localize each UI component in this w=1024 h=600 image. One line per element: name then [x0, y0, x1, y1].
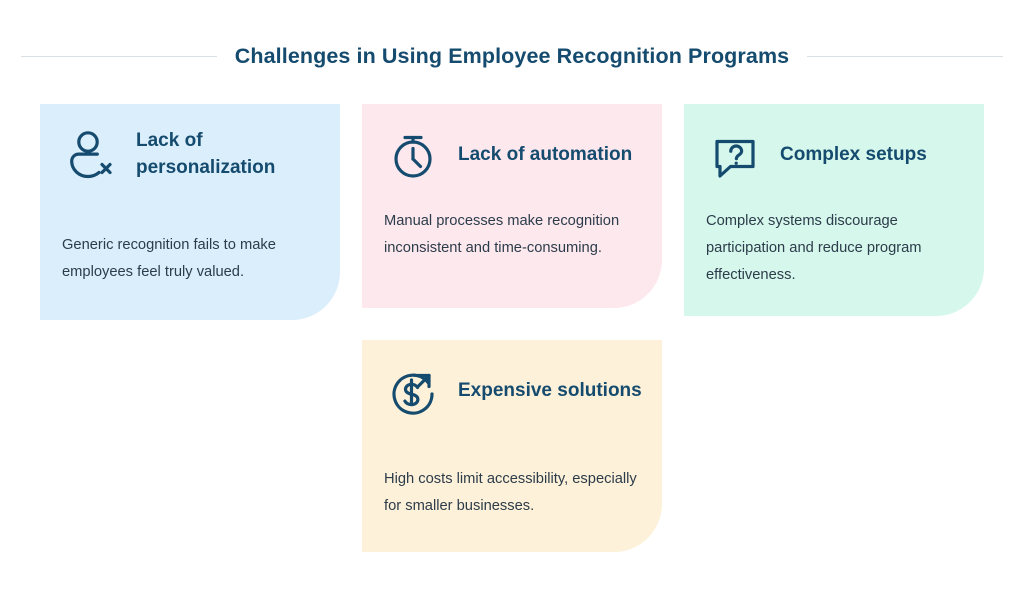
card-title: Lack of automation	[458, 143, 633, 165]
card-header	[362, 104, 662, 184]
challenge-card-expensive-solutions[interactable]	[362, 340, 662, 552]
challenge-card-complex-setups[interactable]	[684, 104, 984, 316]
card-header	[684, 104, 984, 184]
question-chat-icon	[706, 126, 764, 184]
card-header	[40, 104, 340, 184]
card-body: Manual processes make recognition inconsistent and time-consuming.	[384, 213, 620, 257]
card-body: Complex systems discourage participation and reduce program effectiveness.	[706, 213, 922, 284]
card-body: High costs limit accessibility, especially for smaller businesses.	[384, 471, 637, 515]
card-title: Expensive solutions	[458, 379, 642, 401]
card-title: Lack of personalization	[136, 130, 276, 178]
card-header	[362, 340, 662, 420]
page-title: Challenges in Using Employee Recognition Programs	[234, 44, 790, 68]
stopwatch-icon	[384, 126, 442, 184]
card-body: Generic recognition fails to make employees feel truly valued.	[62, 237, 276, 281]
challenge-card-automation[interactable]	[362, 104, 662, 308]
user-remove-icon	[62, 126, 120, 184]
title-rule-left	[21, 56, 217, 57]
card-title: Complex setups	[780, 143, 927, 165]
challenge-card-personalization[interactable]	[40, 104, 340, 320]
page-title-row	[0, 44, 1024, 69]
dollar-arrow-icon	[384, 362, 442, 420]
title-rule-right	[807, 56, 1003, 57]
